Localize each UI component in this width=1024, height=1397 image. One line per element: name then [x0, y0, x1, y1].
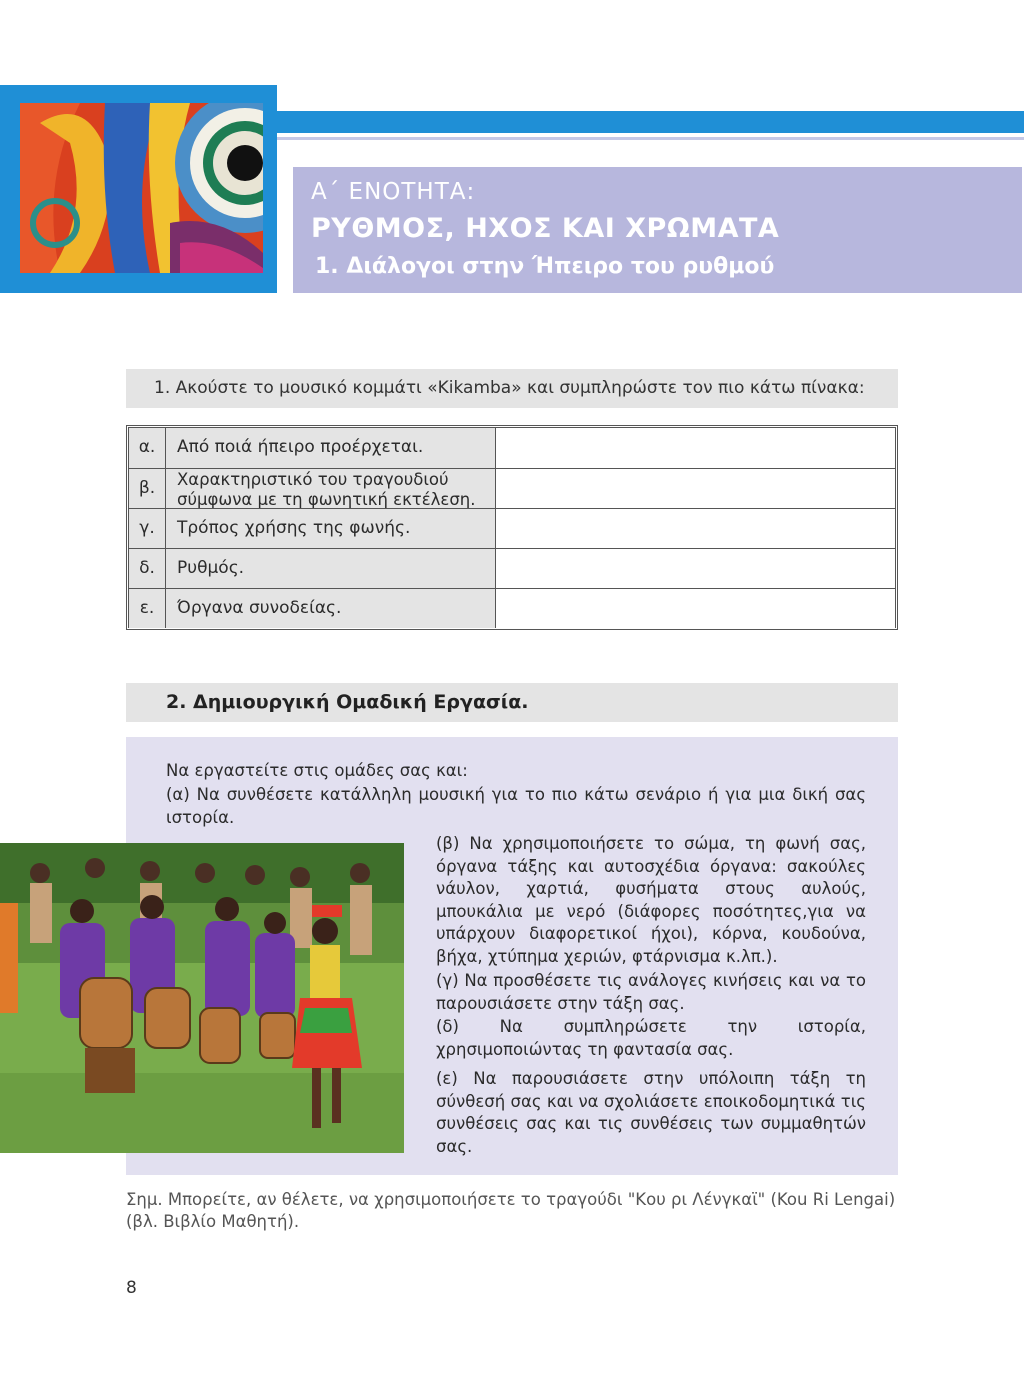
- row-label-line: σύμφωνα με τη φωνητική εκτέλεση.: [177, 490, 476, 509]
- row-label: Από ποιά ήπειρο προέρχεται.: [166, 428, 496, 468]
- answer-cell[interactable]: [496, 549, 895, 588]
- exercise-2-heading: 2. Δημιουργική Ομαδική Εργασία.: [166, 691, 529, 713]
- row-letter: β.: [129, 469, 166, 508]
- answer-cell[interactable]: [496, 469, 895, 508]
- row-letter: δ.: [129, 549, 166, 588]
- african-drummers-photo: [0, 843, 404, 1153]
- task-c: (γ) Να προσθέσετε τις ανάλογες κινήσεις και να το παρουσιάσετε στην τάξη σας.: [436, 971, 866, 1013]
- task-a: (α) Να συνθέσετε κατάλληλη μουσική για το πιο κάτω σενάριο ή για μια δική σας ιστορία.: [166, 785, 866, 827]
- chapter-title: 1. Διάλογοι στην Ήπειρο του ρυθμού: [315, 254, 775, 279]
- group-work-intro: Να εργαστείτε στις ομάδες σας και:: [166, 761, 468, 780]
- abstract-painting-image: [20, 103, 263, 273]
- unit-label: Α΄ ΕΝΟΤΗΤΑ:: [311, 179, 476, 205]
- row-label-line: Χαρακτηριστικό του τραγουδιού: [177, 470, 449, 489]
- table-row: [129, 588, 895, 628]
- row-label: Ρυθμός.: [166, 549, 496, 588]
- unit-title: ΡΥΘΜΟΣ, ΗΧΟΣ ΚΑΙ ΧΡΩΜΑΤΑ: [311, 213, 780, 244]
- table-row: [129, 428, 895, 468]
- row-label: Τρόπος χρήσης της φωνής.: [166, 509, 496, 548]
- exercise-2-heading-bar: [126, 683, 898, 722]
- table-row: [129, 548, 895, 588]
- row-letter: α.: [129, 428, 166, 468]
- exercise-1-instruction: 1. Ακούστε το μουσικό κομμάτι «Kikamba» και συμπληρώστε τον πιο κάτω πίνακα:: [154, 378, 865, 398]
- row-letter: γ.: [129, 509, 166, 548]
- chapter-title-box: [293, 167, 1022, 293]
- answer-cell[interactable]: [496, 589, 895, 628]
- exercise-1-instruction-bar: [126, 369, 898, 408]
- row-label: Όργανα συνοδείας.: [166, 589, 496, 628]
- header-divider: [277, 137, 1024, 140]
- table-row: [129, 508, 895, 548]
- row-label: [166, 469, 496, 508]
- task-d: (δ) Να συμπληρώσετε την ιστορία, χρησιμοποιώντας τη φαντασία σας.: [436, 1017, 866, 1059]
- task-e: (ε) Να παρουσιάσετε στην υπόλοιπη τάξη τη σύνθεσή σας και να σχολιάσετε εποικοδομητικά τις συνθέσεις σας και τις συνθέσεις των συμμαθητών σας.: [436, 1069, 866, 1156]
- answer-cell[interactable]: [496, 428, 895, 468]
- page-number: 8: [126, 1278, 137, 1298]
- listening-table: [126, 425, 898, 630]
- row-letter: ε.: [129, 589, 166, 628]
- header-blue-bar: [277, 111, 1024, 133]
- answer-cell[interactable]: [496, 509, 895, 548]
- table-row: [129, 468, 895, 508]
- task-b: (β) Να χρησιμοποιήσετε το σώμα, τη φωνή σας, όργανα τάξης και αυτοσχέδια όργανα: σακούλες νάυλον, χαρτιά, φυσήματα στους αυλούς, μπουκάλια με νερό (διάφορες ποσότητες,για να υπάρχουν διαφορετικοί ήχοι), κόρνα, κουδούνα, βήχα, χτύπημα χεριών, φτάρνισμα κ.λπ.).: [436, 834, 866, 966]
- note-text: Σημ. Μπορείτε, αν θέλετε, να χρησιμοποιήσετε το τραγούδι "Κου ρι Λένγκαϊ" (Kou Ri Lengai) (βλ. Βιβλίο Μαθητή).: [126, 1190, 896, 1231]
